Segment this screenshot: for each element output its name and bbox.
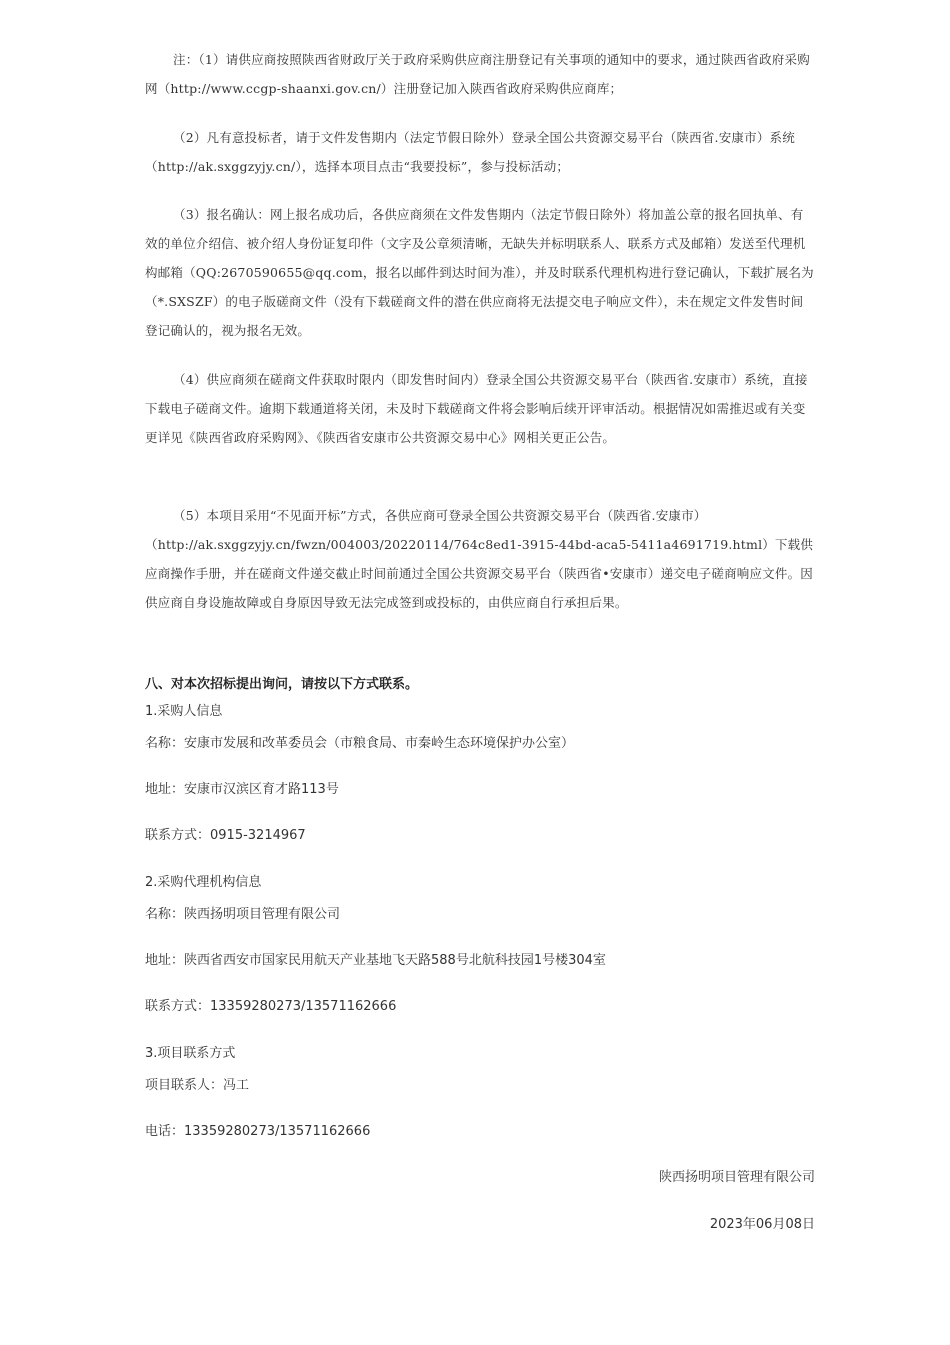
note-4: （4）供应商须在磋商文件获取时限内（即发售时间内）登录全国公共资源交易平台（陕西省.安康市）系统，直接下载电子磋商文件。逾期下载通道将关闭，未及时下载磋商文件将会影响后续开评审活动。根据情况如需推迟或有关变更详见《陕西省政府采购网》、《陕西省安康市公共资源交易中心》网相关更正公告。 — [145, 372, 808, 445]
project-heading: 3.项目联系方式 — [145, 1046, 236, 1061]
project-phone: 电话：13359280273/13571162666 — [145, 1124, 371, 1139]
agency-heading: 2.采购代理机构信息 — [145, 875, 262, 890]
section-title: 八、对本次招标提出询问，请按以下方式联系。 — [145, 677, 419, 692]
agency-address: 地址：陕西省西安市国家民用航天产业基地飞天路588号北航科技园1号楼304室 — [145, 953, 606, 968]
agency-name: 名称：陕西扬明项目管理有限公司 — [145, 907, 341, 922]
agency-contact: 联系方式：13359280273/13571162666 — [145, 999, 397, 1014]
note-1: 注：（1）请供应商按照陕西省财政厅关于政府采购供应商注册登记有关事项的通知中的要求，通过陕西省政府采购网（http://www.ccgp-shaanxi.gov.cn/）注册登记加入陕西省政府采购供应商库； — [145, 52, 810, 96]
note-3: （3）报名确认：网上报名成功后，各供应商须在文件发售期内（法定节假日除外）将加盖公章的报名回执单、有效的单位介绍信、被介绍人身份证复印件（文字及公章须清晰，无缺失并标明联系人、联系方式及邮箱）发送至代理机构邮箱（QQ:2670590655@qq.com，报名以邮件到达时间为准），并及时联系代理机构进行登记确认，下载扩展名为（*.SXSZF）的电子版磋商文件（没有下载磋商文件的潜在供应商将无法提交电子响应文件），未在规定文件发售时间登记确认的，视为报名无效。 — [145, 207, 814, 338]
signature-company: 陕西扬明项目管理有限公司 — [658, 1170, 815, 1185]
buyer-name: 名称：安康市发展和改革委员会（市粮食局、市秦岭生态环境保护办公室） — [145, 736, 575, 751]
signature-date: 2023年06月08日 — [709, 1217, 815, 1232]
buyer-contact: 联系方式：0915-3214967 — [145, 828, 306, 843]
note-5: （5）本项目采用“不见面开标”方式，各供应商可登录全国公共资源交易平台（陕西省.安康市）（http://ak.sxggzyjy.cn/fwzn/004003/20220114/764c8ed1-3915-44bd-aca5-5411a4691719.html）下载供应商操作手册，并在磋商文件递交截止时间前通过全国公共资源交易平台（陕西省•安康市）递交电子磋商响应文件。因供应商自身设施故障或自身原因导致无法完成签到或投标的，由供应商自行承担后果。 — [145, 508, 814, 610]
buyer-address: 地址：安康市汉滨区育才路113号 — [145, 782, 339, 797]
buyer-heading: 1.采购人信息 — [145, 704, 223, 719]
project-person: 项目联系人：冯工 — [145, 1078, 250, 1093]
note-2: （2）凡有意投标者，请于文件发售期内（法定节假日除外）登录全国公共资源交易平台（陕西省.安康市）系统（http://ak.sxggzyjy.cn/），选择本项目点击“我要投标”，参与投标活动； — [145, 130, 795, 174]
